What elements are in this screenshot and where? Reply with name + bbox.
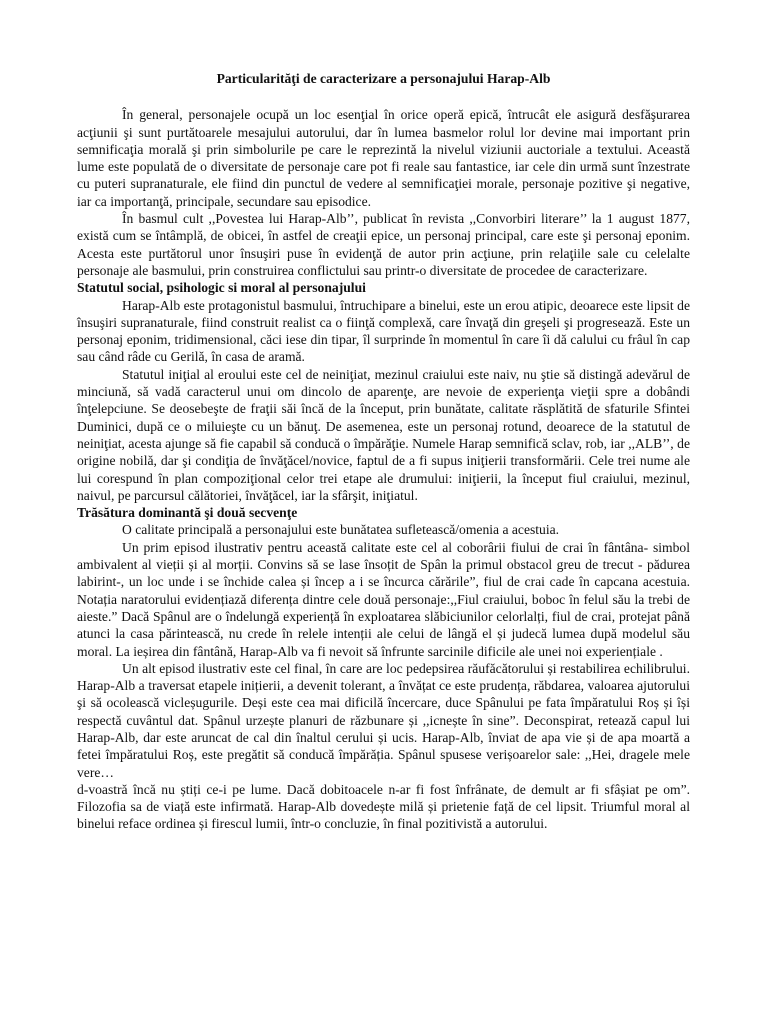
document-page [77, 70, 690, 833]
section1-paragraph-1: Harap-Alb este protagonistul basmului, întruchipare a binelui, este un erou atipic, deoarece este lipsit de însuşiri supranaturale, fiind construit realist ca o fiinţă complexă, care învaţă din greşeli şi progresează. Este un personaj eponim, tridimensional, căci iese din tipar, îl surprinde în momentul în care îi dă calului cu frâul în cap sau când râde cu Gerilă, în casa de aramă. [77, 297, 690, 365]
intro-paragraph-2: În basmul cult ,,Povestea lui Harap-Alb’’, publicat în revista ,,Convorbiri literare’’ la 1 august 1877, există cum se întâmplă, de obicei, în astfel de creaţii epice, un personaj principal, care este şi personaj eponim. Acesta este purtătorul unor însuşiri puse în evidenţă de autor prin acţiune, prin relaţiile sale cu celelalte personaje ale basmului, prin construirea conflictului sau printr-o diversitate de procedee de caracterizare. [77, 211, 690, 278]
section1-paragraph-2: Statutul iniţial al eroului este cel de neiniţiat, mezinul craiului este naiv, nu ştie să distingă adevărul de minciună, să vadă caracterul unui om dincolo de aparenţe, are nevoie de experienţa vieţii spre a dobândi înţelepciune. Se deosebeşte de fraţii săi încă de la început, prin bunătate, calitate răsplătită de sfaturile Sfintei Duminici, după ce o miluieşte cu un bănuţ. De asemenea, este un personaj rotund, deoarece de la statutul de neiniţiat, acesta ajunge să fie capabil să conducă o împărăţie. Numele Harap semnifică sclav, rob, iar ,,ALB’’, de origine nobilă, dar şi condiţia de învăţăcel/novice, faptul de a fi supus iniţierii transformării. Cele trei nume ale lui corespund în plan compoziţional celor trei etape ale drumului: iniţierii, la început fiul craiului, mezinul, naivul, pe parcursul călătoriei, învăţăcel, iar la sfârşit, iniţiatul. [77, 366, 690, 503]
section2-closing-paragraph: d-voastră încă nu știți ce-i pe lume. Dacă dobitoacele n-ar fi fost înfrânate, de demult ar fi sfâșiat pe om”. Filozofia sa de viață este infirmată. Harap-Alb dovedește milă și prietenie față de cel lipsit. Triumful moral al binelui reface ordinea și firescul lumii, într-o concluzie, în final pozitivistă a autorului. [77, 781, 690, 832]
section-heading-trasatura: Trăsătura dominantă şi două secvenţe [77, 505, 298, 521]
section2-paragraph-3: Un alt episod ilustrativ este cel final, în care are loc pedepsirea răufăcătorului și restabilirea echilibrului. Harap-Alb a traversat etapele inițierii, a devenit tolerant, a învățat ce este prudența, răbdarea, valoarea ajutorului şi să ocolească vicleșugurile. Deși este cea mai dificilă încercare, duce Spânului pe fata împăratului Roș și își respectă cuvântul dat. Spânul urzește planuri de răzbunare și ,,icnește în sine”. Deconspirat, retează capul lui Harap-Alb, dar este aruncat de cal din înaltul cerului și ucis. Harap-Alb, înviat de apa vie și de apa moartă a fetei împăratului Roș, este pregătit să conducă împărăția. Spânul spusese verișoarelor sale: ,,Hei, dragele mele vere… [77, 660, 690, 780]
section-heading-statut: Statutul social, psihologic si moral al personajului [77, 280, 366, 296]
section2-paragraph-2: Un prim episod ilustrativ pentru această calitate este cel al coborârii fiului de crai în fântâna- simbol ambivalent al vieții și al morții. Convins să se lase însoțit de Spân la primul obstacol greu de trecut - pădurea labirint-, un loc unde i se închide calea și încep a i se încurca cărările”, fiul de crai cade în capcana acestuia. Notația naratorului evidențiază diferența dintre cele două personaje:,,Fiul craiului, boboc în felul său la trebi de aieste.” Dacă Spânul are o îndelungă experiență în exploatarea slăbiciunilor celorlalți, fiul de crai, protejat până atunci la casa părintească, nu crede în relele intenții ale celui de lângă el și judecă lumea după modelul său moral. La ieșirea din fântână, Harap-Alb va fi nevoit să înfrunte sarcinile dificile ale unei noi experiențiale . [77, 539, 690, 659]
intro-paragraph-1: În general, personajele ocupă un loc esenţial în orice operă epică, întrucât ele asigură desfăşurarea acţiunii şi sunt purtătoarele mesajului autorului, dar în lumea basmelor rolul lor devine mai important prin semnificaţia morală şi prin simbolurile pe care le reprezintă la nivelul viziunii auctoriale a textului. Această lume este populată de o diversitate de personaje care pot fi reale sau fantastice, iar cele din urmă sunt înzestrate cu puteri supranaturale, ele fiind din punctul de vedere al semnificaţiei morale, personaje pozitive şi negative, iar ca importanţă, principale, secundare sau episodice. [77, 107, 690, 209]
section2-paragraph-1: O calitate principală a personajului este bunătatea sufletească/omenia a acestuia. [122, 522, 560, 538]
document-title: Particularităţi de caracterizare a personajului Harap-Alb [216, 71, 551, 86]
